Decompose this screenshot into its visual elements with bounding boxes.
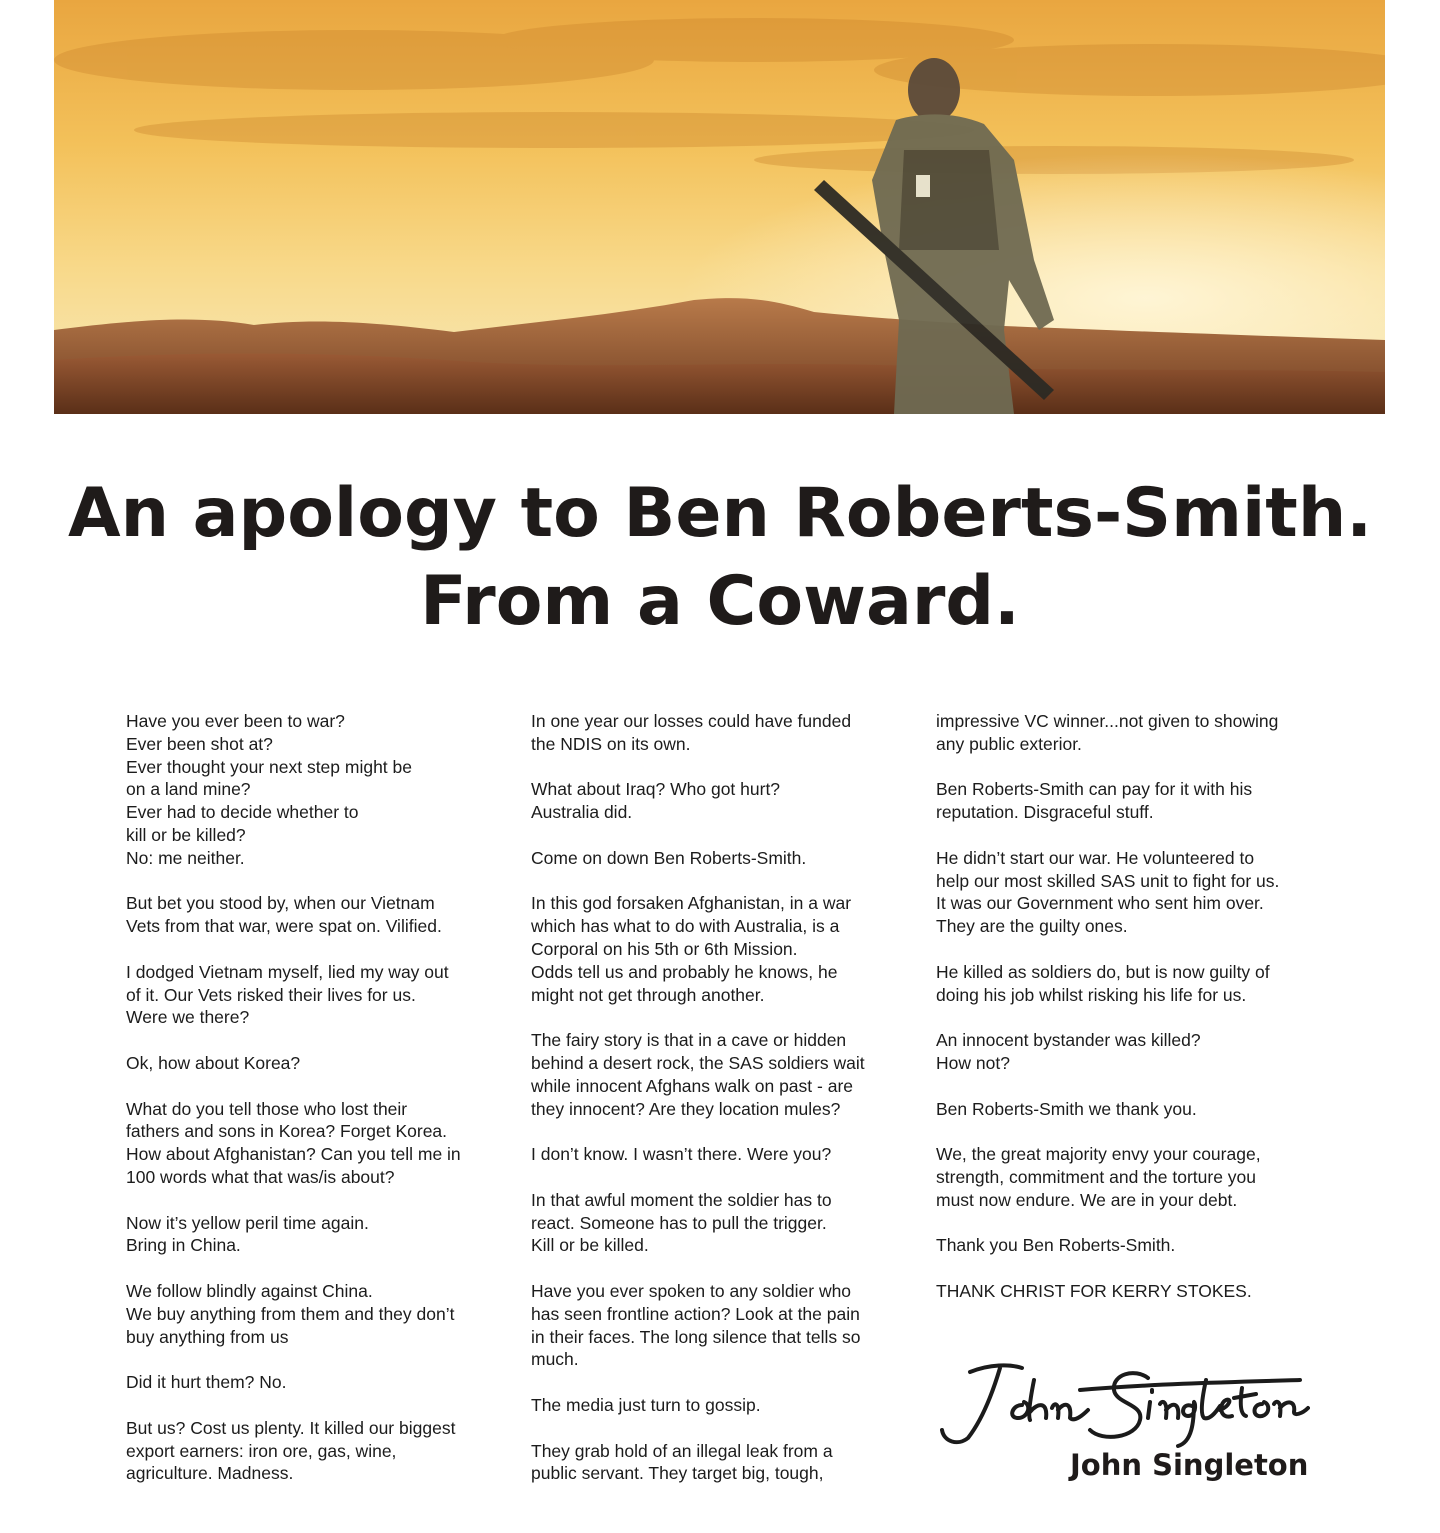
paragraph: We follow blindly against China. We buy anything from them and they don’t buy anything from us xyxy=(126,1280,455,1347)
paragraph: I don’t know. I wasn’t there. Were you? xyxy=(531,1144,832,1165)
paragraph: impressive VC winner...not given to showing any public exterior. xyxy=(936,711,1279,754)
headline-line-1: An apology to Ben Roberts-Smith. xyxy=(67,474,1373,553)
text-column-3 xyxy=(936,710,1326,1326)
paragraph: An innocent bystander was killed? How not? xyxy=(936,1030,1201,1073)
paragraph: Come on down Ben Roberts-Smith. xyxy=(531,847,807,868)
paragraph: Did it hurt them? No. xyxy=(126,1372,287,1393)
paragraph: Ben Roberts-Smith can pay for it with his reputation. Disgraceful stuff. xyxy=(936,779,1253,823)
paragraph: Now it’s yellow peril time again. Bring in China. xyxy=(126,1212,369,1256)
paragraph: In that awful moment the soldier has to react. Someone has to pull the trigger. Kill or be killed. xyxy=(531,1189,832,1256)
paragraph: What do you tell those who lost their fathers and sons in Korea? Forget Korea. How about Afghanistan? Can you tell me in 100 words what that was/is about? xyxy=(126,1098,461,1187)
paragraph: THANK CHRIST FOR KERRY STOKES. xyxy=(936,1280,1252,1301)
paragraph: But bet you stood by, when our Vietnam Vets from that war, were spat on. Vilified. xyxy=(126,893,442,937)
paragraph: Ok, how about Korea? xyxy=(126,1052,301,1073)
paragraph: Have you ever been to war? Ever been shot at? Ever thought your next step might be on a land mine? Ever had to decide whether to kill or be killed? No: me neither. xyxy=(126,711,412,868)
signature-graphic xyxy=(930,1350,1310,1450)
paragraph: Have you ever spoken to any soldier who has seen frontline action? Look at the pain in their faces. The long silence that tells so much. xyxy=(531,1280,861,1370)
paragraph: We, the great majority envy your courage, strength, commitment and the torture you must now endure. We are in your debt. xyxy=(936,1144,1261,1210)
paragraph: They grab hold of an illegal leak from a public servant. They target big, tough, xyxy=(531,1440,833,1484)
text-column-1 xyxy=(126,710,516,1508)
paragraph: Ben Roberts-Smith we thank you. xyxy=(936,1098,1197,1119)
headline-line-2: From a Coward. xyxy=(420,562,1020,641)
hero-photo xyxy=(54,0,1385,414)
signatory-name: John Singleton xyxy=(1070,1448,1309,1482)
desert-sunset-soldier-image xyxy=(54,0,1385,414)
paragraph: In this god forsaken Afghanistan, in a war which has what to do with Australia, is a Corporal on his 5th or 6th Mission. Odds tell us and probably he knows, he might not get through another. xyxy=(531,893,852,1005)
handwritten-signature xyxy=(930,1350,1310,1450)
headline xyxy=(0,470,1440,646)
paragraph: In one year our losses could have funded the NDIS on its own. xyxy=(531,711,852,754)
paragraph: The media just turn to gossip. xyxy=(531,1394,761,1415)
paragraph: He didn’t start our war. He volunteered to help our most skilled SAS unit to fight for us. It was our Government who sent him over. They are the guilty ones. xyxy=(936,847,1280,937)
paragraph: What about Iraq? Who got hurt? Australia did. xyxy=(531,779,781,823)
paragraph: The fairy story is that in a cave or hidden behind a desert rock, the SAS soldiers wait while innocent Afghans walk on past - are they innocent? Are they location mules? xyxy=(531,1030,865,1119)
text-column-2 xyxy=(531,710,921,1508)
paragraph: But us? Cost us plenty. It killed our biggest export earners: iron ore, gas, wine, agriculture. Madness. xyxy=(126,1417,456,1484)
paragraph: He killed as soldiers do, but is now guilty of doing his job whilst risking his life for us. xyxy=(936,961,1270,1005)
paragraph: I dodged Vietnam myself, lied my way out of it. Our Vets risked their lives for us. Were we there? xyxy=(126,961,449,1028)
paragraph: Thank you Ben Roberts-Smith. xyxy=(936,1235,1176,1256)
